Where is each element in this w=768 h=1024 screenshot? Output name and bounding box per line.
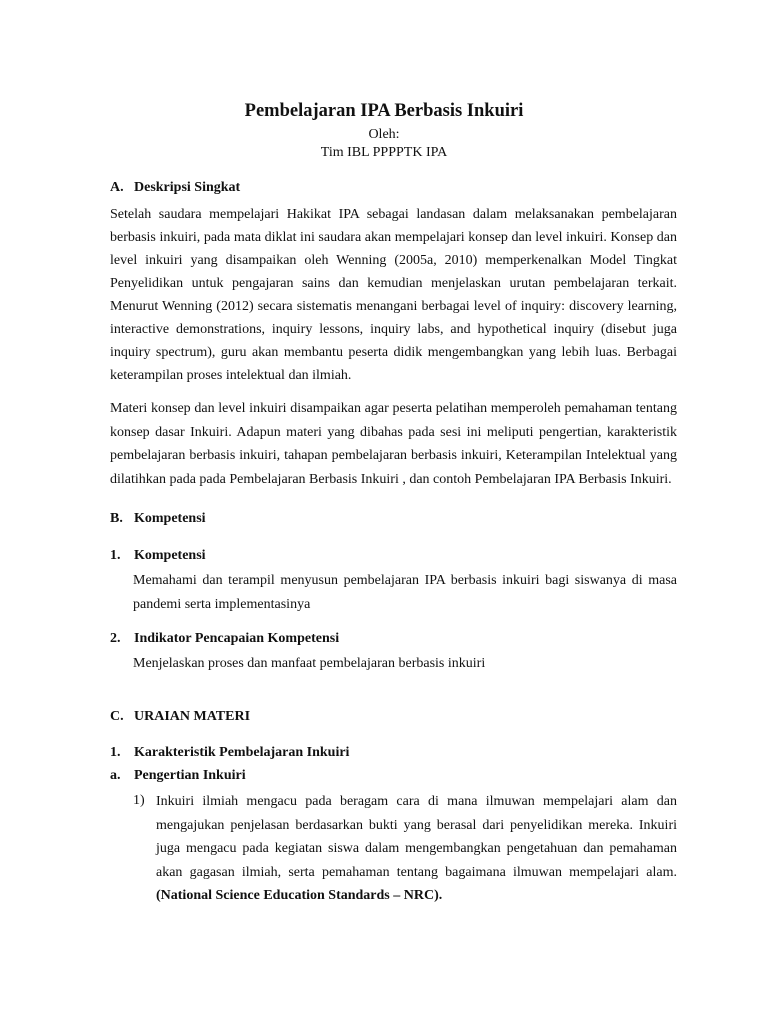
indicator-label: 2. — [110, 631, 121, 646]
point-1-source: (National Science Education Standards – NRC). — [156, 888, 443, 903]
section-a-paragraph-2: Materi konsep dan level inkuiri disampaikan agar peserta pelatihan memperoleh pemahaman tentang konsep dasar Inkuiri. Adapun materi yang dibahas pada sesi ini meliputi pengertian, karakteristik pembelajaran berbasis inkuiri, tahapan pembelajaran berbasis inkuiri, Keterampilan Intelektual yang dilatihkan pada pada Pembelajaran Berbasis Inkuiri , dan contoh Pembelajaran IPA Berbasis Inkuiri. — [110, 401, 677, 487]
competency-heading — [110, 548, 206, 564]
competency-title: Kompetensi — [134, 548, 206, 563]
point-1-label: 1) — [133, 793, 145, 808]
definition-heading — [110, 768, 246, 784]
indicator-title: Indikator Pencapaian Kompetensi — [134, 631, 340, 646]
section-b-label: B. — [110, 511, 123, 526]
section-a-paragraph-1: Setelah saudara mempelajari Hakikat IPA sebagai landasan dalam melaksanakan pembelajaran berbasis inkuiri, pada mata diklat ini saudara akan mempelajari konsep dan level inkuiri. Konsep dan level inkuiri yang disampaikan oleh Wenning (2005a, 2010) memperkenalkan Model Tingkat Penyelidikan untuk pengajaran sains dan kemudian menjelaskan urutan pembelajaran terkait. Menurut Wenning (2012) secara sistematis menangani berbagai level of inquiry: discovery learning, interactive demonstrations, inquiry lessons, inquiry labs, and hypothetical inquiry (disebut juga inquiry spectrum), guru akan membantu peserta didik mengembangkan yang lebih luas. Berbagai keterampilan proses intelektual dan ilmiah. — [110, 207, 677, 383]
competency-label: 1. — [110, 548, 121, 563]
definition-label: a. — [110, 768, 121, 783]
indicator-heading — [110, 631, 339, 647]
indicator-text: Menjelaskan proses dan manfaat pembelajaran berbasis inkuiri — [133, 656, 486, 671]
section-c-title: URAIAN MATERI — [134, 709, 251, 724]
section-a-label: A. — [110, 180, 124, 195]
competency-text: Memahami dan terampil menyusun pembelajaran IPA berbasis inkuiri bagi siswanya di masa pandemi serta implementasinya — [133, 573, 677, 612]
section-a-title: Deskripsi Singkat — [134, 180, 241, 195]
section-b-heading — [110, 511, 206, 527]
section-c-heading — [110, 709, 250, 725]
characteristics-label: 1. — [110, 745, 121, 760]
section-b-title: Kompetensi — [134, 511, 206, 526]
definition-title: Pengertian Inkuiri — [134, 768, 246, 783]
characteristics-heading — [110, 745, 349, 761]
point-1-body: Inkuiri ilmiah mengacu pada beragam cara di mana ilmuwan mempelajari alam dan mengajukan penjelasan berdasarkan bukti yang berasal dari penyelidikan mereka. Inkuiri juga mengacu pada kegiatan siswa dalam mengembangkan pengetahuan dan pemahaman akan gagasan ilmiah, serta pemahaman tentang bagaimana ilmuwan mempelajari alam. — [156, 794, 677, 880]
byline: Oleh: — [368, 127, 400, 142]
author-team: Tim IBL PPPPTK IPA — [320, 145, 448, 160]
characteristics-title: Karakteristik Pembelajaran Inkuiri — [134, 745, 350, 760]
section-c-label: C. — [110, 709, 124, 724]
document-title: Pembelajaran IPA Berbasis Inkuiri — [244, 101, 524, 121]
section-a-heading — [110, 180, 240, 196]
point-1-text — [156, 790, 677, 908]
